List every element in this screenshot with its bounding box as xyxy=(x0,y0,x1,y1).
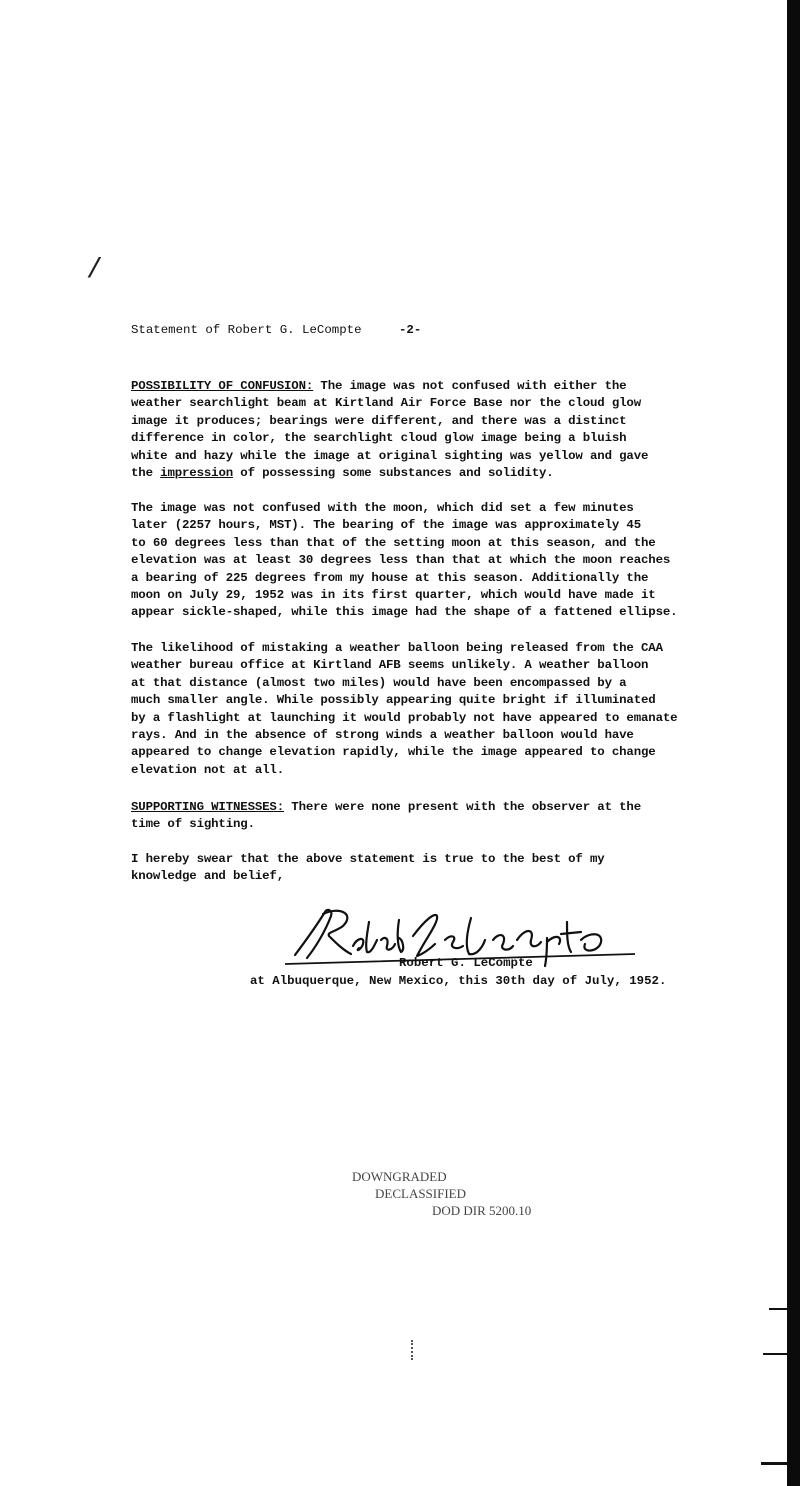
witnesses-text: There were none present with the observer at the time of sighting. xyxy=(131,800,641,832)
confusion-tail: of possessing some substances and solidity. xyxy=(233,466,554,481)
confusion-paragraph xyxy=(131,378,706,482)
stamp-line-1: DOWNGRADED xyxy=(352,1169,447,1184)
scan-edge-tick xyxy=(769,1308,787,1310)
oath-paragraph: I hereby swear that the above statement is true to the best of my knowledge and belief, xyxy=(131,852,605,884)
witnesses-heading: SUPPORTING WITNESSES: xyxy=(131,800,284,814)
declassification-stamp xyxy=(352,1168,531,1219)
stamp-line-2: DECLASSIFIED xyxy=(375,1186,467,1201)
confusion-heading: POSSIBILITY OF CONFUSION: xyxy=(131,379,314,393)
stamp-line-3: DOD DIR 5200.10 xyxy=(432,1203,532,1218)
page-header-title: Statement of Robert G. LeCompte xyxy=(131,323,362,337)
confusion-text: The image was not confused with either the weather searchlight beam at Kirtland Air Force Base nor the cloud glow image it produces; bearings were different, and there was a distinct difference in color, the searchlight cloud glow image being a bluish white and hazy while the image at original sighting was yellow and gave the xyxy=(131,379,649,481)
page-number: -2- xyxy=(398,323,422,337)
signer-name: Robert G. LeCompte xyxy=(399,956,533,970)
scan-edge-bar xyxy=(787,0,800,1486)
page-header xyxy=(131,323,421,337)
witnesses-paragraph xyxy=(131,799,706,834)
confusion-emphasis: impression xyxy=(160,466,234,481)
margin-mark: / xyxy=(86,255,103,286)
scan-edge-tick xyxy=(763,1353,787,1355)
balloon-paragraph: The likelihood of mistaking a weather balloon being released from the CAA weather bureau office at Kirtland AFB seems unlikely. A weather balloon at that distance (almost two miles) would have been encompassed by a much smaller angle. While possibly appearing quite bright if illuminated by a flashlight at launching it would probably not have appeared to emanate rays. And in the absence of strong winds a weather balloon would have appeared to change elevation rapidly, while the image appeared to change elevation not at all. xyxy=(131,641,678,777)
scan-edge-tick xyxy=(761,1462,787,1465)
place-date: at Albuquerque, New Mexico, this 30th day of July, 1952. xyxy=(250,974,667,988)
moon-paragraph: The image was not confused with the moon, which did set a few minutes later (2257 hours, MST). The bearing of the image was approximately 45 to 60 degrees less than that of the setting moon at this season, and the elevation was at least 30 degrees less than that at which the moon reaches a bearing of 225 degrees from my house at this season. Additionally the moon on July 29, 1952 was in its first quarter, which would have made it appear sickle-shaped, while this image had the shape of a fattened ellipse. xyxy=(131,501,678,620)
scan-speck xyxy=(411,1340,415,1360)
